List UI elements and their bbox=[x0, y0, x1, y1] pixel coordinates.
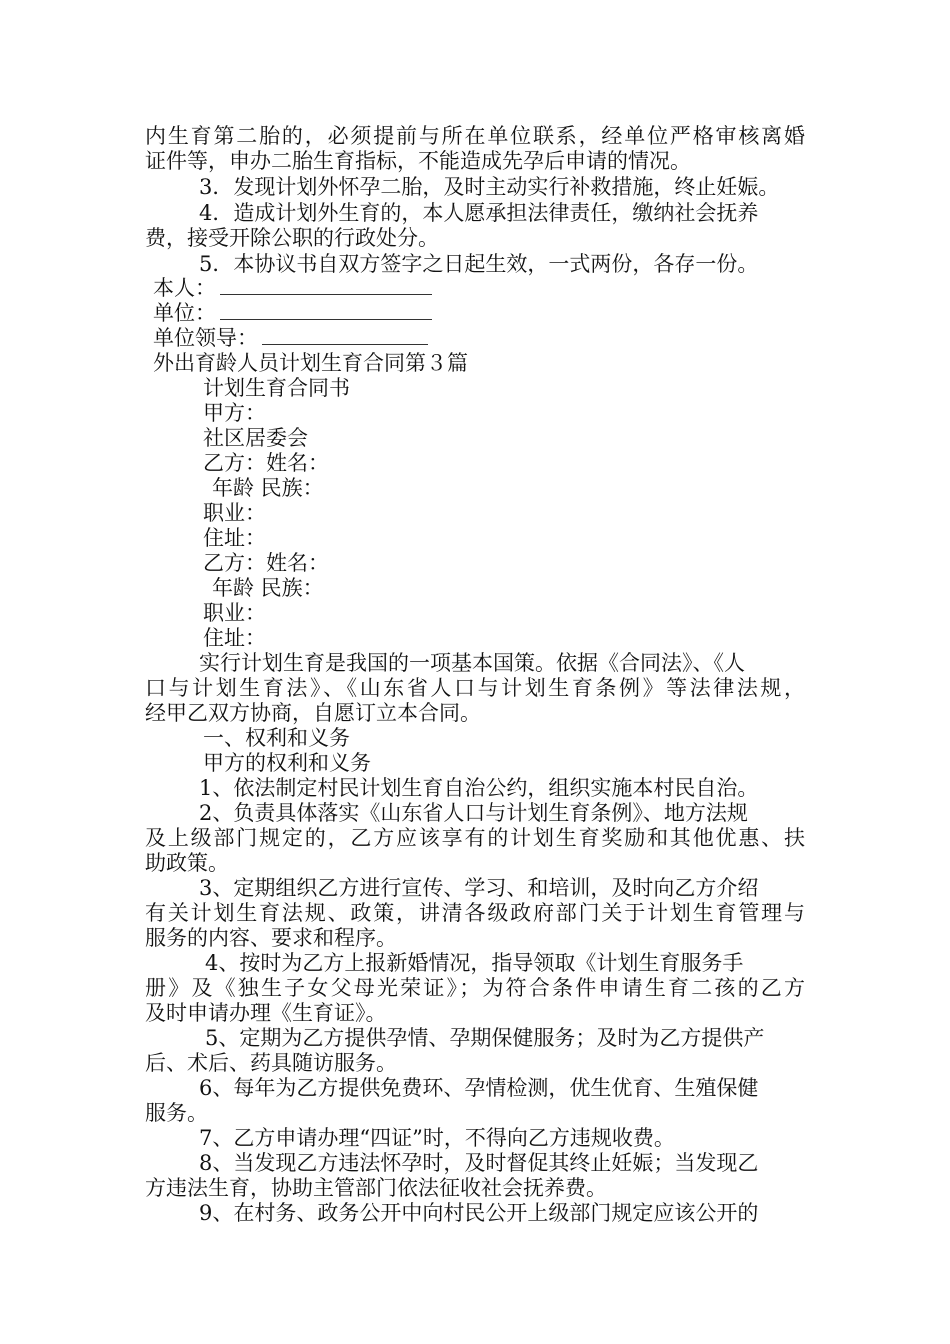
item-line: 3、定期组织乙方进行宣传、学习、和培训，及时向乙方介绍 bbox=[199, 876, 759, 900]
signature-line bbox=[220, 301, 432, 320]
section-title: 外出育龄人员计划生育合同第３篇 bbox=[153, 351, 468, 375]
item-line: 册》及《独生子女父母光荣证》；为符合条件申请生育二孩的乙方 bbox=[145, 976, 805, 1000]
party-b1-age: 年龄 民族： bbox=[212, 476, 324, 500]
heading-party-a: 甲方的权利和义务 bbox=[203, 751, 371, 775]
item-line: 及时申请办理《生育证》。 bbox=[145, 1001, 387, 1025]
item-line: 服务。 bbox=[145, 1101, 208, 1125]
signature-line bbox=[262, 326, 428, 345]
clause-3: 3．发现计划外怀孕二胎，及时主动实行补救措施，终止妊娠。 bbox=[199, 175, 780, 199]
party-b2-age: 年龄 民族： bbox=[212, 576, 324, 600]
paragraph-line: 费，接受开除公职的行政处分。 bbox=[145, 226, 439, 250]
intro-line: 实行计划生育是我国的一项基本国策。依据《合同法》、《人 bbox=[199, 651, 745, 675]
party-b2-job: 职业： bbox=[203, 601, 266, 625]
intro-line: 经甲乙双方协商，自愿订立本合同。 bbox=[145, 701, 481, 725]
party-a-label: 甲方： bbox=[203, 401, 266, 425]
intro-line: 口与计划生育法》、《山东省人口与计划生育条例》等法律法规， bbox=[145, 676, 805, 700]
signature-unit-label: 单位： bbox=[153, 301, 216, 325]
item-line: 4、按时为乙方上报新婚情况，指导领取《计划生育服务手 bbox=[205, 951, 744, 975]
item-line: 8、当发现乙方违法怀孕时，及时督促其终止妊娠；当发现乙 bbox=[199, 1151, 759, 1175]
item-line: 有关计划生育法规、政策，讲清各级政府部门关于计划生育管理与 bbox=[145, 901, 805, 925]
item-line: 7、乙方申请办理“四证”时，不得向乙方违规收费。 bbox=[199, 1126, 675, 1150]
party-b1-name: 乙方：姓名： bbox=[203, 451, 329, 475]
item-line: 1、依法制定村民计划生育自治公约，组织实施本村民自治。 bbox=[199, 776, 759, 800]
signature-leader-label: 单位领导： bbox=[153, 326, 258, 350]
item-line: 后、术后、药具随访服务。 bbox=[145, 1051, 397, 1075]
clause-5: 5．本协议书自双方签字之日起生效，一式两份，各存一份。 bbox=[199, 252, 759, 276]
clause-4: 4．造成计划外生育的，本人愿承担法律责任，缴纳社会抚养 bbox=[199, 201, 759, 225]
contract-title: 计划生育合同书 bbox=[203, 376, 350, 400]
party-b1-address: 住址： bbox=[203, 526, 266, 550]
signature-leader bbox=[153, 326, 428, 351]
paragraph-line: 证件等，申办二胎生育指标，不能造成先孕后申请的情况。 bbox=[145, 149, 691, 173]
party-a-name: 社区居委会 bbox=[203, 426, 308, 450]
party-b2-name: 乙方：姓名： bbox=[203, 551, 329, 575]
paragraph-line: 内生育第二胎的，必须提前与所在单位联系，经单位严格审核离婚 bbox=[145, 124, 805, 148]
party-b2-address: 住址： bbox=[203, 626, 266, 650]
item-line: 方违法生育，协助主管部门依法征收社会抚养费。 bbox=[145, 1176, 607, 1200]
signature-self-label: 本人： bbox=[153, 276, 216, 300]
item-line: 及上级部门规定的，乙方应该享有的计划生育奖励和其他优惠、扶 bbox=[145, 826, 805, 850]
heading-rights: 一、权利和义务 bbox=[203, 726, 350, 750]
signature-self bbox=[153, 276, 432, 301]
signature-unit bbox=[153, 301, 432, 326]
item-line: 6、每年为乙方提供免费环、孕情检测，优生优育、生殖保健 bbox=[199, 1076, 759, 1100]
signature-line bbox=[220, 276, 432, 295]
item-line: 9、在村务、政务公开中向村民公开上级部门规定应该公开的 bbox=[199, 1201, 759, 1225]
item-line: 5、定期为乙方提供孕情、孕期保健服务；及时为乙方提供产 bbox=[205, 1026, 765, 1050]
party-b1-job: 职业： bbox=[203, 501, 266, 525]
item-line: 2、负责具体落实《山东省人口与计划生育条例》、地方法规 bbox=[199, 801, 748, 825]
item-line: 服务的内容、要求和程序。 bbox=[145, 926, 397, 950]
item-line: 助政策。 bbox=[145, 851, 229, 875]
